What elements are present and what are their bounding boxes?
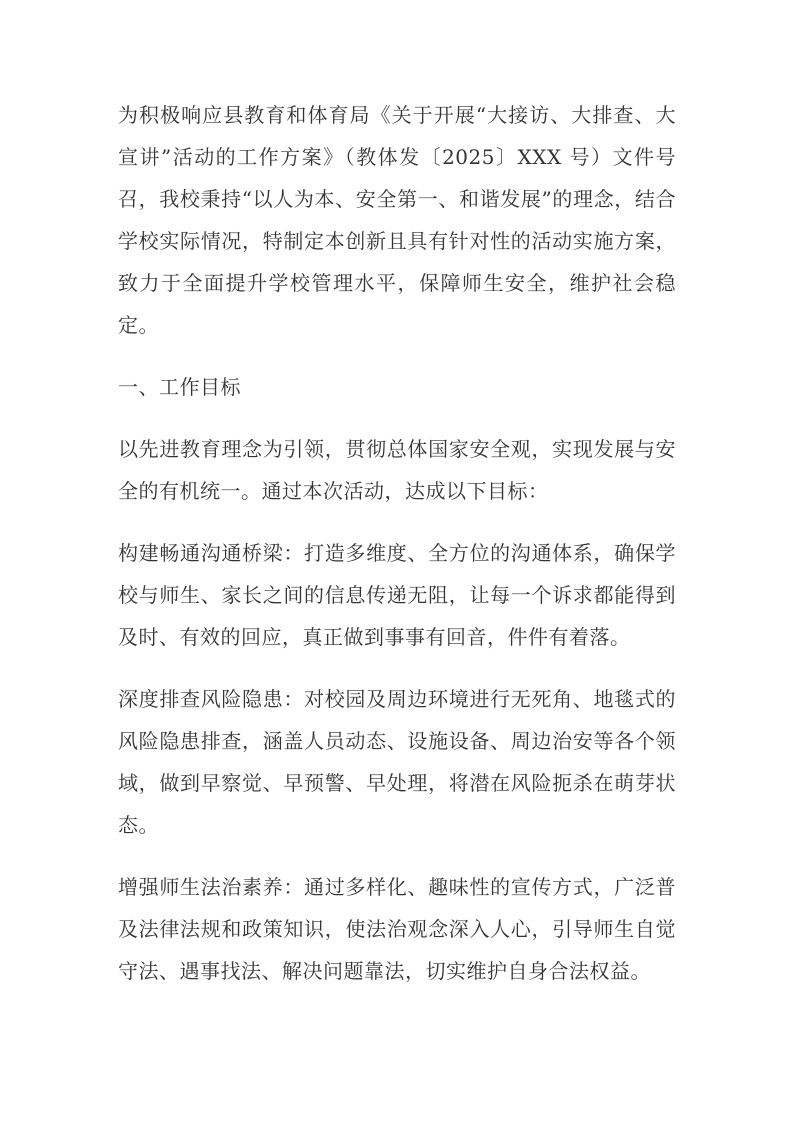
paragraph-intro: 为积极响应县教育和体育局《关于开展“大接访、大排查、大宣讲”活动的工作方案》（教体发〔2025〕XXX 号）文件号召，我校秉持“以人为本、安全第一、和谐发展”的理念，结合学校实际情况，特制定本创新且具有针对性的活动实施方案，致力于全面提升学校管理水平，保障师生安全，维护社会稳定。	[118, 103, 676, 337]
paragraph-goals-intro: 以先进教育理念为引领，贯彻总体国家安全观，实现发展与安全的有机统一。通过本次活动，达成以下目标：	[118, 437, 676, 503]
section-heading-work-goals: 一、工作目标	[118, 375, 241, 399]
paragraph-goal-communication: 构建畅通沟通桥梁：打造多维度、全方位的沟通体系，确保学校与师生、家长之间的信息传递无阻，让每一个诉求都能得到及时、有效的回应，真正做到事事有回音，件件有着落。	[118, 541, 676, 649]
paragraph-goal-legal-literacy: 增强师生法治素养：通过多样化、趣味性的宣传方式，广泛普及法律法规和政策知识，使法治观念深入人心，引导师生自觉守法、遇事找法、解决问题靠法，切实维护自身合法权益。	[118, 875, 676, 983]
paragraph-goal-risk-screening: 深度排查风险隐患：对校园及周边环境进行无死角、地毯式的风险隐患排查，涵盖人员动态、设施设备、周边治安等各个领域，做到早察觉、早预警、早处理，将潜在风险扼杀在萌芽状态。	[118, 687, 676, 837]
